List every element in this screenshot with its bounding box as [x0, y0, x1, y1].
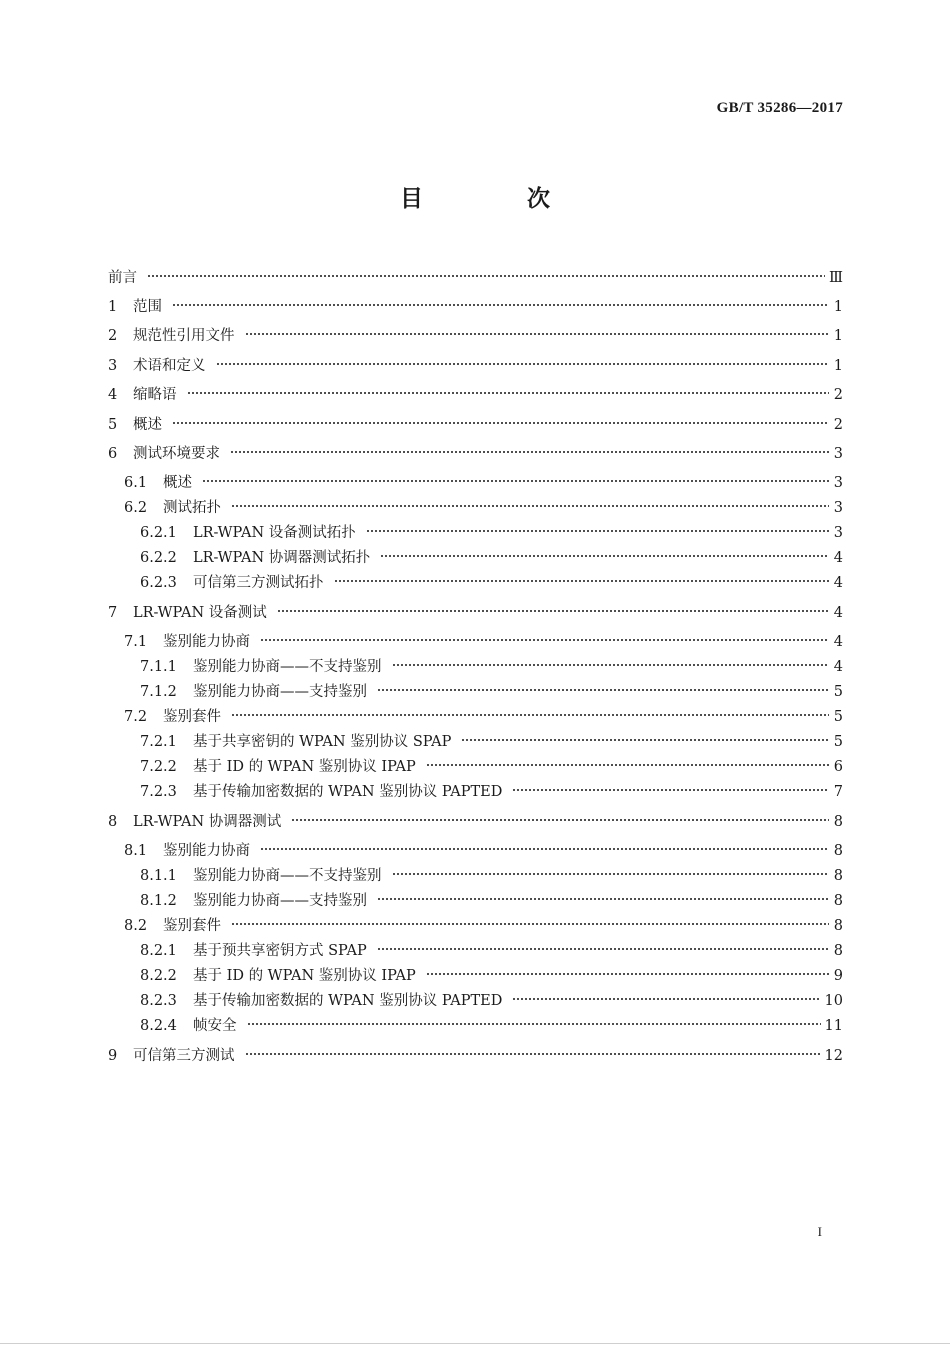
dot-leader [260, 835, 829, 855]
toc-entry-number: 1 [108, 299, 118, 315]
toc-entry-title: LR-WPAN 协调器测试拓扑 [193, 550, 371, 566]
toc-entry-title: 概述 [163, 475, 192, 491]
toc-entry-title: 鉴别能力协商——不支持鉴别 [193, 868, 382, 884]
toc-entry-title: 可信第三方测试 [133, 1048, 235, 1064]
toc-entry-number: 8.2 [124, 918, 148, 934]
toc-entry-title: 前言 [108, 270, 137, 286]
toc-entry-page: 3 [833, 500, 843, 516]
toc-entry-page: 5 [833, 734, 843, 750]
dot-leader [231, 492, 829, 512]
toc-entry[interactable] [140, 676, 843, 700]
toc-entry[interactable] [124, 492, 843, 516]
dot-leader [231, 910, 829, 930]
toc-entry-number: 7.2.1 [140, 734, 177, 750]
toc-entry[interactable] [108, 806, 843, 830]
dot-leader [334, 567, 830, 587]
toc-entry-page: 2 [833, 387, 843, 403]
page-title: 目 次 [399, 186, 598, 212]
toc-entry-title: 术语和定义 [133, 358, 206, 374]
toc-entry[interactable] [108, 597, 843, 621]
dot-leader [147, 262, 825, 282]
toc-entry-number: 6.2 [124, 500, 148, 516]
dot-leader [202, 467, 829, 487]
toc-entry[interactable] [124, 701, 843, 725]
toc-entry-page: 8 [833, 943, 843, 959]
toc-entry-number: 2 [108, 328, 118, 344]
dot-leader [245, 1040, 821, 1060]
toc-entry-title: 测试环境要求 [133, 446, 220, 462]
dot-leader [461, 726, 829, 746]
toc-entry-page: 9 [833, 968, 843, 984]
toc-entry-page: 12 [824, 1048, 843, 1064]
toc-entry[interactable] [124, 910, 843, 934]
toc-entry-page: 4 [833, 605, 843, 621]
toc-entry-number: 7.2.2 [140, 759, 177, 775]
toc-entry-number: 6.2.2 [140, 550, 177, 566]
toc-entry-page: 8 [833, 893, 843, 909]
toc-entry-number: 6.2.1 [140, 525, 177, 541]
dot-leader [172, 409, 829, 429]
toc-entry-page: 7 [833, 784, 843, 800]
toc-entry-title: 基于预共享密钥方式 SPAP [193, 943, 367, 959]
toc-entry-page: 1 [833, 358, 843, 374]
toc-entry-title: 鉴别套件 [163, 918, 221, 934]
toc-entry-page: 1 [833, 299, 843, 315]
dot-leader [380, 542, 829, 562]
toc-entry[interactable] [140, 935, 843, 959]
toc-entry-title: 帧安全 [193, 1018, 237, 1034]
toc-entry-number: 5 [108, 417, 118, 433]
toc-entry[interactable] [140, 542, 843, 566]
toc-entry[interactable] [108, 409, 843, 433]
dot-leader [260, 626, 829, 646]
dot-leader [392, 651, 830, 671]
toc-entry[interactable] [140, 885, 843, 909]
toc-entry-page: 2 [833, 417, 843, 433]
dot-leader [426, 751, 829, 771]
toc-entry-number: 7.2 [124, 709, 148, 725]
toc-entry-number: 3 [108, 358, 118, 374]
toc-entry-title: 基于 ID 的 WPAN 鉴别协议 IPAP [193, 968, 416, 984]
toc-entry-title: 鉴别能力协商——支持鉴别 [193, 684, 367, 700]
dot-leader [247, 1010, 821, 1030]
toc-entry-title: 鉴别能力协商 [163, 843, 250, 859]
dot-leader [187, 379, 830, 399]
toc-entry-page: 10 [824, 993, 843, 1009]
toc-entry[interactable] [140, 960, 843, 984]
toc-entry-page: 8 [833, 814, 843, 830]
toc-entry-page: 4 [833, 634, 843, 650]
dot-leader [230, 438, 829, 458]
toc-entry-title: 鉴别能力协商——不支持鉴别 [193, 659, 382, 675]
toc-entry-page: 5 [833, 684, 843, 700]
toc-entry-title: 规范性引用文件 [133, 328, 235, 344]
toc-entry[interactable] [140, 726, 843, 750]
toc-entry[interactable] [140, 1010, 843, 1034]
toc-entry-page: Ⅲ [829, 270, 843, 286]
standard-code: GB/T 35286—2017 [716, 100, 843, 116]
toc-entry[interactable] [140, 985, 843, 1009]
toc-entry-number: 8.1 [124, 843, 148, 859]
dot-leader [231, 701, 829, 721]
toc-entry-number: 4 [108, 387, 118, 403]
toc-entry[interactable] [124, 835, 843, 859]
toc-entry[interactable] [124, 467, 843, 491]
dot-leader [291, 806, 829, 826]
toc-entry-number: 8.1.1 [140, 868, 177, 884]
toc-entry-title: LR-WPAN 协调器测试 [133, 814, 282, 830]
toc-entry-number: 8.2.1 [140, 943, 177, 959]
toc-entry-number: 6.1 [124, 475, 148, 491]
dot-leader [216, 350, 830, 370]
toc-entry[interactable] [108, 320, 843, 344]
toc-entry-page: 6 [833, 759, 843, 775]
page-number: I [817, 1224, 822, 1239]
toc-entry-page: 5 [833, 709, 843, 725]
toc-entry-title: 鉴别能力协商——支持鉴别 [193, 893, 367, 909]
toc-entry-title: 基于 ID 的 WPAN 鉴别协议 IPAP [193, 759, 416, 775]
toc-entry-page: 11 [824, 1018, 843, 1034]
toc-entry-title: 可信第三方测试拓扑 [193, 575, 324, 591]
toc-entry-number: 7 [108, 605, 118, 621]
toc-entry-page: 3 [833, 525, 843, 541]
toc-entry[interactable] [140, 517, 843, 541]
toc-entry[interactable] [140, 860, 843, 884]
toc-entry-title: 范围 [133, 299, 162, 315]
toc-entry-number: 7.1.2 [140, 684, 177, 700]
dot-leader [366, 517, 829, 537]
toc-entry-number: 6 [108, 446, 118, 462]
toc-entry-title: 缩略语 [133, 387, 177, 403]
toc-entry-number: 8 [108, 814, 118, 830]
toc-entry[interactable] [108, 379, 843, 403]
toc-entry-number: 7.1 [124, 634, 148, 650]
toc-entry-page: 3 [833, 475, 843, 491]
toc-entry-title: LR-WPAN 设备测试 [133, 605, 267, 621]
toc-entry-title: 鉴别能力协商 [163, 634, 250, 650]
dot-leader [512, 776, 829, 796]
page-edge [0, 1343, 950, 1344]
toc-entry-page: 8 [833, 868, 843, 884]
toc-entry[interactable] [124, 626, 843, 650]
toc-entry-title: 基于传输加密数据的 WPAN 鉴别协议 PAPTED [193, 993, 503, 1009]
toc-entry[interactable] [108, 350, 843, 374]
toc-entry[interactable] [108, 438, 843, 462]
toc-entry[interactable] [108, 262, 843, 286]
toc-entry-page: 4 [833, 550, 843, 566]
toc-entry-number: 9 [108, 1048, 118, 1064]
toc-entry-number: 6.2.3 [140, 575, 177, 591]
toc-entry-page: 8 [833, 843, 843, 859]
dot-leader [392, 860, 830, 880]
toc-entry-page: 3 [833, 446, 843, 462]
dot-leader [377, 935, 829, 955]
toc-entry[interactable] [108, 1040, 843, 1064]
toc-entry[interactable] [140, 567, 843, 591]
toc-entry-page: 4 [833, 659, 843, 675]
dot-leader [377, 676, 829, 696]
toc-entry-title: 概述 [133, 417, 162, 433]
toc-entry-title: 测试拓扑 [163, 500, 221, 516]
toc-entry-number: 8.1.2 [140, 893, 177, 909]
toc-entry-page: 1 [833, 328, 843, 344]
toc-entry[interactable] [140, 776, 843, 800]
toc-entry-title: 鉴别套件 [163, 709, 221, 725]
dot-leader [277, 597, 829, 617]
toc-entry-page: 8 [833, 918, 843, 934]
toc-entry[interactable] [140, 751, 843, 775]
toc-entry-number: 8.2.4 [140, 1018, 177, 1034]
toc-entry[interactable] [140, 651, 843, 675]
toc-entry-number: 7.1.1 [140, 659, 177, 675]
dot-leader [377, 885, 829, 905]
toc-entry-title: LR-WPAN 设备测试拓扑 [193, 525, 356, 541]
toc-entry-title: 基于共享密钥的 WPAN 鉴别协议 SPAP [193, 734, 452, 750]
toc-entry-number: 7.2.3 [140, 784, 177, 800]
toc-entry-number: 8.2.2 [140, 968, 177, 984]
toc-entry-page: 4 [833, 575, 843, 591]
dot-leader [512, 985, 820, 1005]
toc-entry-number: 8.2.3 [140, 993, 177, 1009]
dot-leader [245, 320, 830, 340]
dot-leader [426, 960, 829, 980]
dot-leader [172, 291, 829, 311]
toc-entry[interactable] [108, 291, 843, 315]
toc-entry-title: 基于传输加密数据的 WPAN 鉴别协议 PAPTED [193, 784, 503, 800]
